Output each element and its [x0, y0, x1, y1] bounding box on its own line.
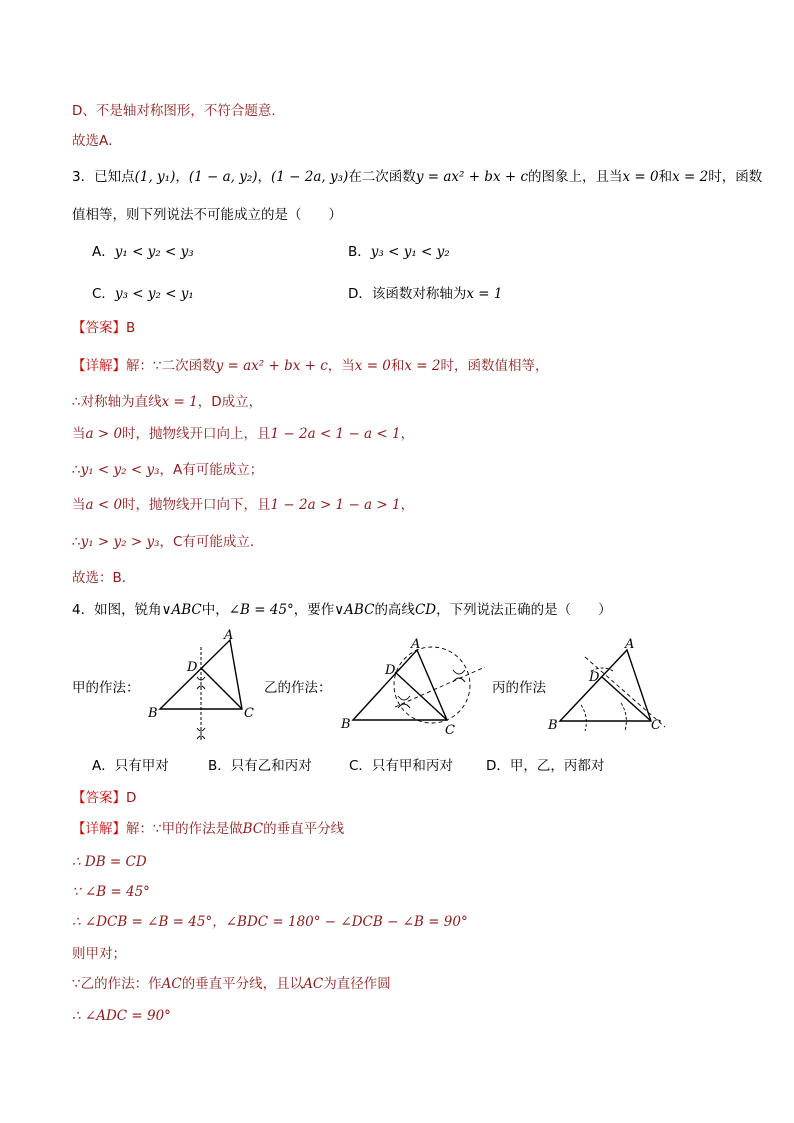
q3-stem-text: 在二次函数: [348, 169, 416, 185]
point-b-label: B: [341, 717, 351, 732]
point-a-label: A: [224, 628, 234, 643]
q3-detail-text: ，: [400, 426, 415, 442]
q4-stem-text: ，下列说法正确的是（ ）: [436, 602, 612, 618]
q3-detail-math: 1 − 2a < 1 − a < 1: [270, 426, 401, 442]
q3-stem-text: 时，函数: [708, 169, 763, 185]
q3-answer: B: [126, 320, 136, 336]
arc-mark: [398, 696, 410, 708]
q3-detail-math: x = 1: [161, 394, 198, 410]
point-c-label: C: [244, 706, 254, 721]
q4-detail-line-4: ∴ ∠DCB = ∠B = 45°，∠BDC = 180° − ∠DCB − ∠B = 90°: [72, 914, 468, 930]
q4-answer: D: [126, 790, 137, 806]
q3-stem-text: 的图象上，且当: [528, 169, 623, 185]
q4-stem-text: 的高线: [374, 602, 415, 618]
q4-detail-line-2: ∴ DB = CD: [72, 854, 147, 870]
q3-option-math: y₁ < y₂ < y₃: [114, 244, 194, 260]
q4-figure-jia-label: 甲的作法：: [72, 680, 140, 696]
q3-detail-text: ∴: [72, 534, 81, 550]
q3-stem-line-1: [72, 167, 762, 187]
q4-stem-text: 4．如图，锐角: [72, 602, 162, 618]
q3-option-a: [92, 242, 194, 262]
q4-triangle: ∨ABC: [334, 602, 375, 618]
prev-choose-line: 故选A．: [72, 133, 122, 149]
q3-option-c: [92, 284, 194, 304]
point-b-label: B: [548, 718, 558, 733]
q3-detail-text: 当: [72, 497, 86, 513]
q3-detail-math: y₁ > y₂ > y₃: [80, 534, 160, 550]
q4-answer-line: [72, 788, 136, 808]
q3-detail-math: a < 0: [85, 497, 123, 513]
q3-comma: ，: [175, 169, 189, 185]
q4-detail-text: 的垂直平分线: [263, 821, 345, 837]
point-c-label: C: [651, 718, 661, 733]
q3-detail-math: y₁ < y₂ < y₃: [80, 462, 160, 478]
q3-detail-text: ∴对称轴为直线: [72, 394, 162, 410]
q3-detail-text: ，A有可能成立；: [159, 462, 264, 478]
q3-and: 和: [658, 169, 673, 185]
perpendicular-bisector-ac: [395, 667, 485, 707]
point-b-label: B: [148, 706, 158, 721]
q3-x0: x = 0: [622, 169, 659, 185]
q3-option-math: x = 1: [466, 286, 503, 302]
q4-detail-text: ∵乙的作法：作: [72, 976, 162, 992]
answer-tag: 【答案】: [72, 790, 126, 806]
point-a-label: A: [625, 637, 635, 652]
detail-tag: 【详解】: [72, 821, 126, 837]
q3-detail-math: y = ax² + bx + c: [215, 358, 328, 374]
q4-detail-line-1: [72, 819, 344, 839]
q3-point-2: (1 − a, y₂): [188, 169, 258, 185]
q3-detail-math: a > 0: [85, 426, 123, 442]
triangle-abc: [353, 650, 447, 720]
q3-detail-math: x = 2: [404, 358, 441, 374]
q4-altitude: CD: [414, 602, 437, 618]
q3-point-1: (1, y₁): [134, 169, 176, 185]
q4-figure-bing-label: 丙的作法: [492, 680, 546, 696]
q4-detail-text: 解：∵甲的作法是做: [126, 821, 243, 837]
q4-detail-math: AC: [161, 976, 182, 992]
q3-detail-line-4: [72, 460, 263, 480]
q3-detail-text: 时，抛物线开口向下，且: [122, 497, 271, 513]
q4-figure-bing: [545, 635, 675, 735]
point-d-label: D: [385, 663, 396, 678]
q4-option-c: C．只有甲和丙对: [349, 758, 453, 774]
q4-figure-yi-label: 乙的作法：: [264, 680, 332, 696]
q3-option-label: A．: [92, 244, 115, 260]
q3-comma: ，: [257, 169, 272, 185]
q3-detail-text: 和: [390, 358, 405, 374]
q4-triangle: ∨ABC: [161, 602, 202, 618]
q4-detail-text: 为直径作圆: [323, 976, 391, 992]
q4-figure-yi: [335, 630, 495, 740]
q4-option-a: A．只有甲对: [92, 758, 169, 774]
q3-stem-line-2: 值相等，则下列说法不可能成立的是（ ）: [72, 207, 342, 223]
point-a-label: A: [411, 637, 421, 652]
q3-answer-line: [72, 318, 135, 338]
q3-function: y = ax² + bx + c: [415, 169, 529, 185]
q3-detail-text: 解：∵二次函数: [126, 358, 216, 374]
q3-x2: x = 2: [672, 169, 709, 185]
q4-stem-text: ，要作: [293, 602, 335, 618]
q4-detail-line-6: [72, 974, 391, 994]
q3-option-label: D．该函数对称轴为: [348, 286, 467, 302]
q3-detail-line-5: [72, 495, 414, 515]
q4-option-d: D．甲，乙，丙都对: [486, 758, 605, 774]
q3-detail-text: ，当: [327, 358, 355, 374]
q3-stem-text: 3．已知点: [72, 169, 135, 185]
q3-detail-text: 时，抛物线开口向上，且: [122, 426, 271, 442]
q3-detail-line-6: [72, 532, 263, 552]
q4-detail-math: AC: [303, 976, 324, 992]
q3-point-3: (1 − 2a, y₃): [271, 169, 349, 185]
q3-detail-text: 当: [72, 426, 86, 442]
q3-option-math: y₃ < y₁ < y₂: [370, 244, 450, 260]
q3-option-label: B．: [348, 244, 371, 260]
detail-tag: 【详解】: [72, 358, 126, 374]
q3-detail-text: ，C有可能成立．: [159, 534, 264, 550]
q3-detail-line-1: [72, 356, 549, 376]
arc-mark: [621, 703, 626, 731]
point-d-label: D: [589, 670, 600, 685]
q3-detail-text: ，: [400, 497, 415, 513]
q4-stem-line: [72, 600, 612, 620]
q4-figure-jia: [140, 625, 265, 745]
q4-detail-text: 的垂直平分线，且以: [181, 976, 304, 992]
arc-mark: [453, 670, 465, 682]
q4-detail-line-7: ∴ ∠ADC = 90°: [72, 1008, 171, 1024]
point-c-label: C: [445, 723, 455, 738]
point-d-label: D: [187, 660, 198, 675]
q4-detail-math: BC: [242, 821, 264, 837]
q4-detail-line-3: ∵ ∠B = 45°: [72, 884, 150, 900]
q3-detail-text: 时，函数值相等，: [440, 358, 549, 374]
q4-detail-line-5: 则甲对；: [72, 946, 126, 962]
q3-detail-math: x = 0: [354, 358, 391, 374]
q3-option-b: [348, 242, 450, 262]
q4-angle: ∠B = 45°: [228, 602, 294, 618]
q3-detail-line-3: [72, 424, 414, 444]
answer-tag: 【答案】: [72, 320, 126, 336]
q3-detail-math: 1 − 2a > 1 − a > 1: [270, 497, 401, 513]
q3-detail-line-2: [72, 392, 262, 412]
q4-option-b: B．只有乙和丙对: [208, 758, 312, 774]
q3-option-math: y₃ < y₂ < y₁: [114, 286, 194, 302]
construction-line: [585, 657, 665, 727]
altitude-cd: [395, 672, 447, 720]
q3-detail-text: ，D成立，: [197, 394, 263, 410]
triangle-abc: [560, 650, 651, 721]
q4-stem-text: 中，: [201, 602, 229, 618]
prev-option-d-line: D、不是轴对称图形，不符合题意.: [72, 103, 276, 119]
q3-option-d: [348, 284, 503, 304]
q3-option-label: C．: [92, 286, 115, 302]
arc-mark: [581, 705, 586, 731]
q3-detail-text: ∴: [72, 462, 81, 478]
q3-choose-line: 故选：B．: [72, 570, 136, 586]
